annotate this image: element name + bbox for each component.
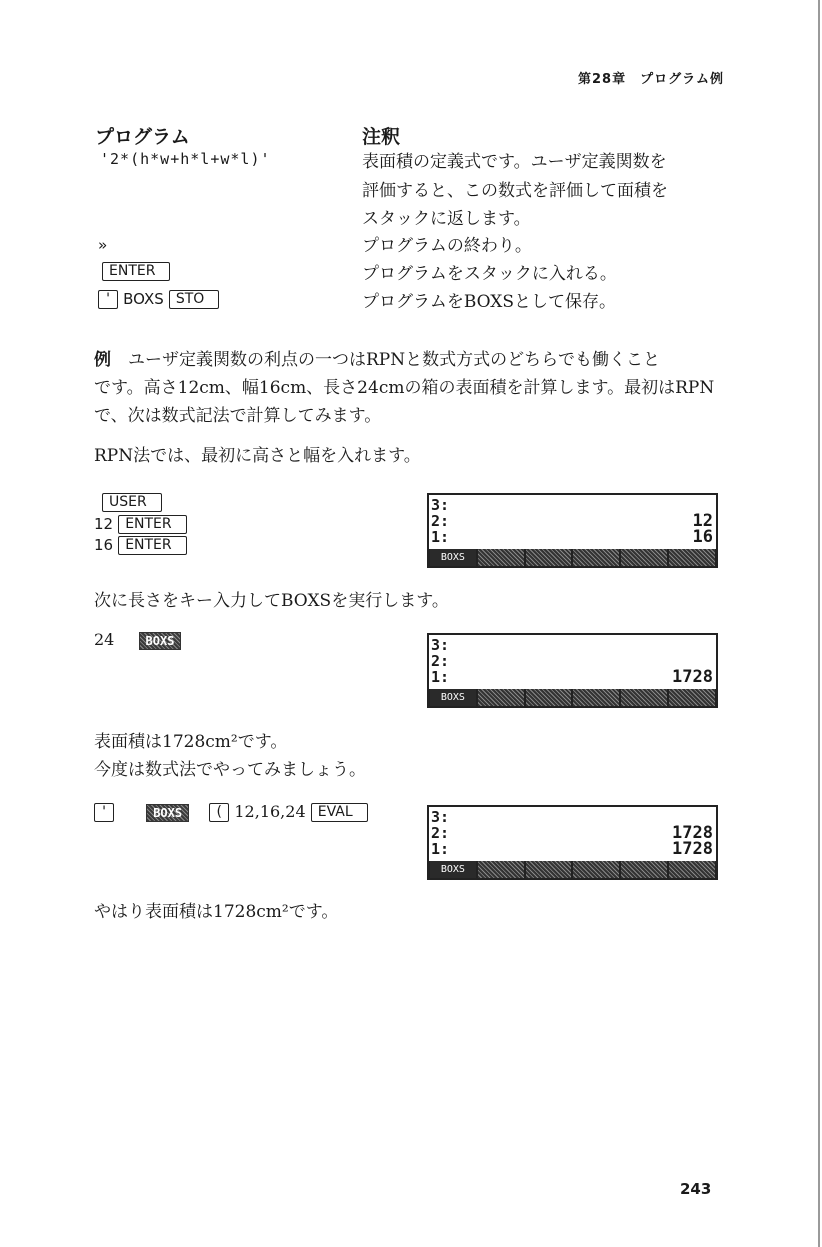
note-line: プログラムをスタックに入れる。 [362,264,617,284]
stack-value: 1728 [672,839,713,859]
example-line: ユーザ定義関数の利点の一つはRPNと数式方式のどちらでも働くこと [111,350,660,370]
note-line: 表面積の定義式です。ユーザ定義関数を [362,152,667,172]
paren-key[interactable]: ( [209,803,229,822]
notes-column-heading: 注釈 [362,126,401,148]
program-name-text: BOXS [123,290,164,308]
program-column-heading: プログラム [95,126,190,148]
calculator-display [427,805,718,880]
menu-label-empty[interactable] [669,549,715,566]
rpn-intro-text: RPN法では、最初に高さと幅を入れます。 [94,446,421,466]
menu-label-boxs[interactable]: BOXS [430,689,476,706]
menu-label-boxs[interactable]: BOXS [430,549,476,566]
number-entry: 24 [94,630,115,649]
enter-key[interactable]: ENTER [102,262,170,281]
note-line: プログラムをBOXSとして保存。 [362,292,617,312]
step2-row [94,630,181,650]
stack-level-label: 2: [431,824,450,842]
arguments-text: 12,16,24 [234,802,306,821]
algebraic-intro-text: 今度は数式法でやってみましょう。 [94,760,366,780]
menu-label-empty[interactable] [526,549,572,566]
running-header: 第28章 プログラム例 [578,72,724,87]
stack-level-label: 3: [431,496,450,514]
boxs-menu-key[interactable]: BOXS [146,804,189,822]
eval-key[interactable]: EVAL [311,803,368,822]
sto-key[interactable]: STO [169,290,219,309]
step1-row [94,514,187,534]
stack-level-label: 1: [431,840,450,858]
menu-label-empty[interactable] [478,689,524,706]
stack-level-label: 1: [431,668,450,686]
menu-bar [429,549,716,566]
page-number: 243 [680,1180,712,1198]
menu-label-empty[interactable] [526,689,572,706]
user-key[interactable]: USER [102,493,162,512]
menu-label-boxs[interactable]: BOXS [430,861,476,878]
menu-bar [429,689,716,706]
example-paragraph [94,346,734,430]
menu-label-empty[interactable] [573,689,619,706]
menu-label-empty[interactable] [621,689,667,706]
note-line: スタックに返します。 [362,209,531,229]
quote-key[interactable]: ' [98,290,118,309]
menu-label-empty[interactable] [621,549,667,566]
number-entry: 12 [94,515,114,533]
boxs-menu-key[interactable]: BOXS [139,632,182,650]
result-text: 表面積は1728cm²です。 [94,732,288,752]
example-line: です。高さ12cm、幅16cm、長さ24cmの箱の表面積を計算します。最初はRPN [94,378,715,398]
stack-level-label: 2: [431,652,450,670]
menu-label-empty[interactable] [478,549,524,566]
enter-key[interactable]: ENTER [118,536,186,555]
program-code-expression: '2*(h*w+h*l+w*l)' [100,150,271,168]
user-key-row [102,492,162,512]
menu-label-empty[interactable] [526,861,572,878]
step3-row [94,802,368,822]
step2-intro-text: 次に長さをキー入力してBOXSを実行します。 [94,591,449,611]
stack-value: 16 [692,527,713,547]
menu-label-empty[interactable] [573,549,619,566]
quote-key[interactable]: ' [94,803,114,822]
result-text: やはり表面積は1728cm²です。 [94,902,339,922]
calculator-display [427,493,718,568]
menu-label-empty[interactable] [573,861,619,878]
menu-label-empty[interactable] [669,689,715,706]
calculator-display [427,633,718,708]
stack-value: 12 [692,511,713,531]
example-line: で、次は数式記法で計算してみます。 [94,406,382,426]
stack-value: 1728 [672,667,713,687]
number-entry: 16 [94,536,114,554]
enter-key-row [102,261,170,281]
stack-value: 1728 [672,823,713,843]
stack-level-label: 3: [431,636,450,654]
note-line: 評価すると、この数式を評価して面積を [362,181,668,201]
store-key-row [98,289,219,309]
menu-label-empty[interactable] [669,861,715,878]
stack-level-label: 3: [431,808,450,826]
enter-key[interactable]: ENTER [118,515,186,534]
menu-bar [429,861,716,878]
menu-label-empty[interactable] [478,861,524,878]
step1-row [94,535,187,555]
page-edge-line [818,0,820,1247]
program-end-symbol: » [98,236,109,254]
stack-level-label: 2: [431,512,450,530]
note-line: プログラムの終わり。 [362,236,532,256]
example-label: 例 [94,350,111,370]
menu-label-empty[interactable] [621,861,667,878]
stack-level-label: 1: [431,528,450,546]
